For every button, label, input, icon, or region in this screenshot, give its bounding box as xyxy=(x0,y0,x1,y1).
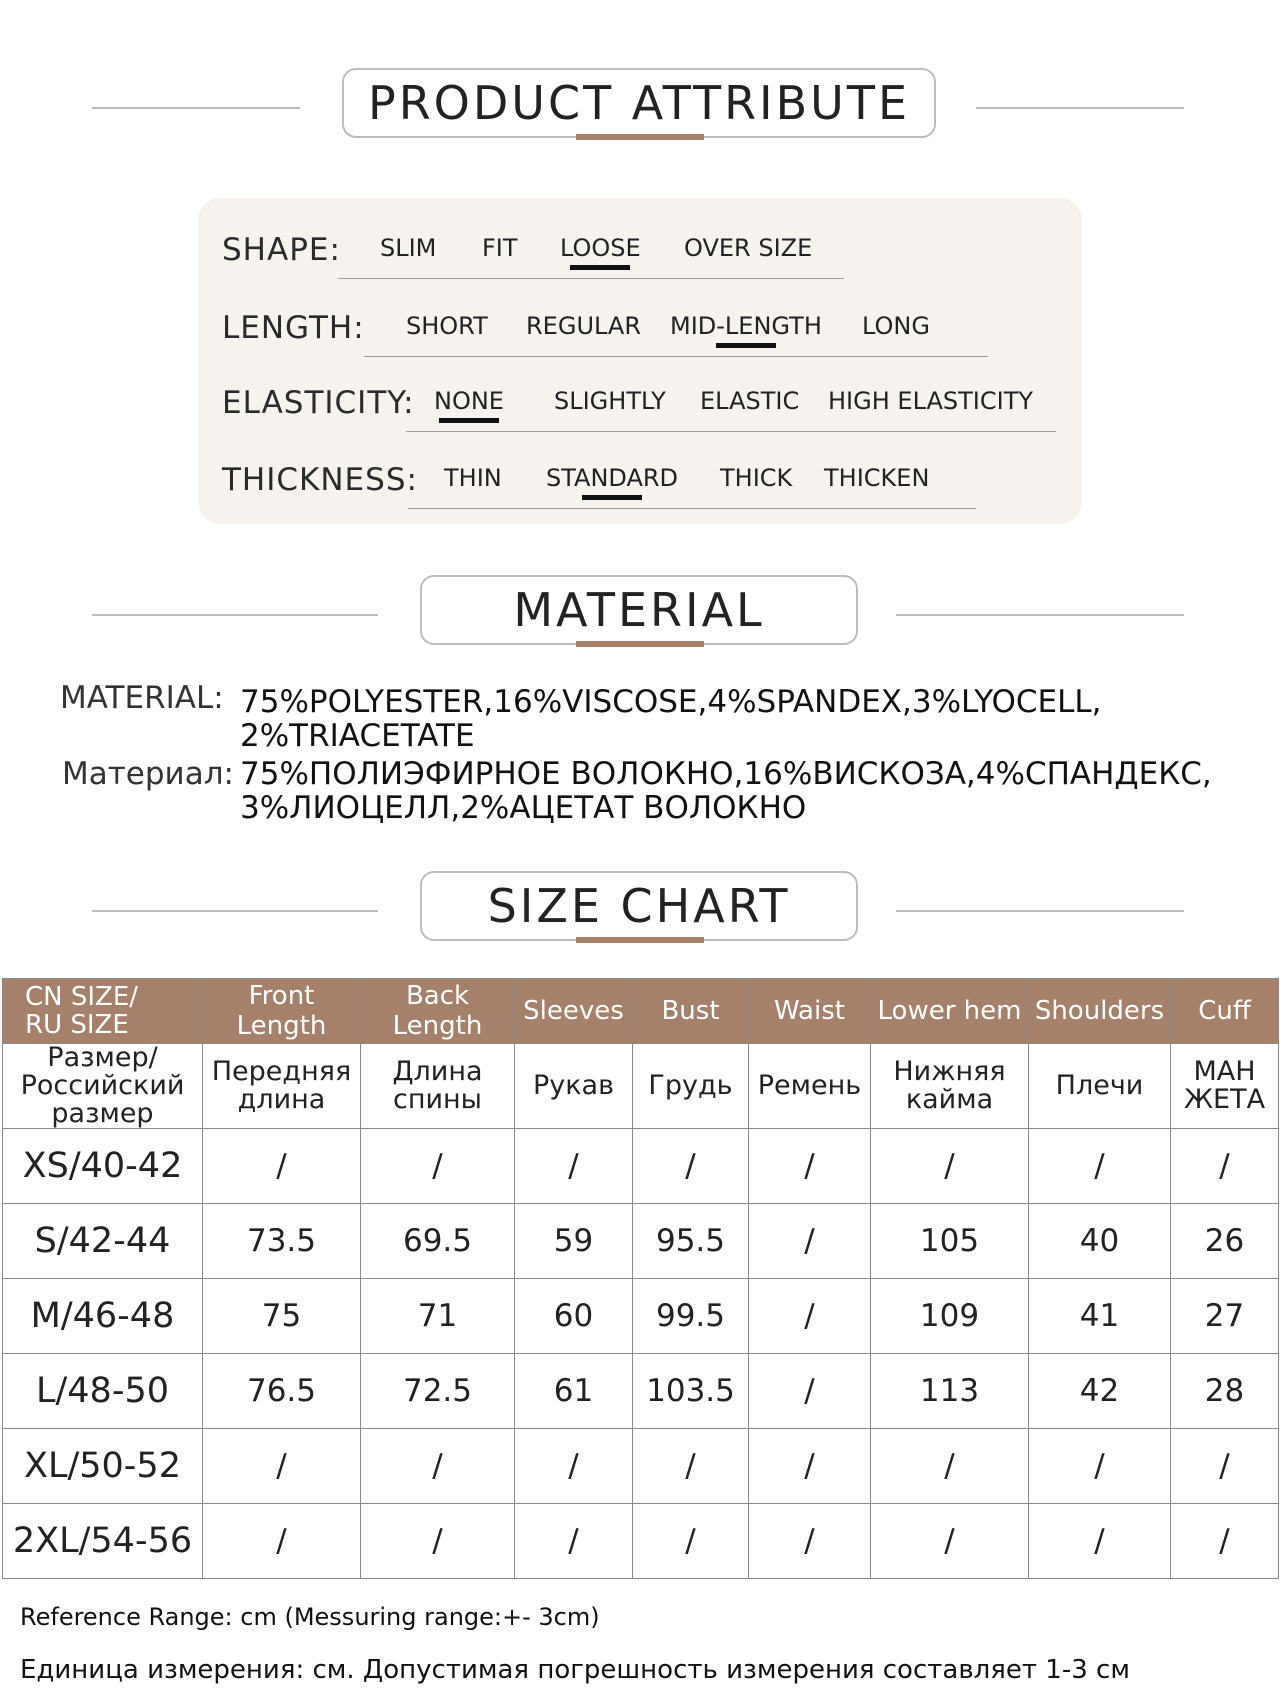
size-cell: L/48-50 xyxy=(3,1354,203,1429)
measure-cell: 59 xyxy=(515,1204,633,1279)
option-slightly: SLIGHTLY xyxy=(554,387,666,415)
header-cn-size-line1: CN SIZE/ xyxy=(25,982,139,1012)
measure-cell: 28 xyxy=(1171,1354,1279,1429)
attribute-panel xyxy=(198,198,1082,524)
material-header xyxy=(0,575,1280,655)
material-en-line: 75%POLYESTER,16%VISCOSE,4%SPANDEX,3%LYOCELL, xyxy=(240,684,1102,720)
option-none-selected: NONE xyxy=(434,387,504,415)
ru-header-cell: Длина спины xyxy=(361,1044,515,1129)
measure-cell: 42 xyxy=(1029,1354,1171,1429)
table-row xyxy=(3,1129,1279,1204)
measure-cell: 75 xyxy=(203,1279,361,1354)
material-en-label: MATERIAL: xyxy=(60,680,224,716)
measure-cell: / xyxy=(871,1429,1029,1504)
table-row xyxy=(3,1204,1279,1279)
size-cell: 2XL/54-56 xyxy=(3,1504,203,1579)
measure-cell: 113 xyxy=(871,1354,1029,1429)
title-accent xyxy=(576,641,704,647)
measure-cell: 99.5 xyxy=(633,1279,749,1354)
header-bust: Bust xyxy=(633,979,749,1044)
attribute-label: ELASTICITY: xyxy=(222,385,415,421)
measure-cell: / xyxy=(749,1129,871,1204)
measure-cell: 61 xyxy=(515,1354,633,1429)
measure-cell: 41 xyxy=(1029,1279,1171,1354)
attribute-underline xyxy=(364,356,988,357)
option-long: LONG xyxy=(862,312,930,340)
option-thicken: THICKEN xyxy=(824,464,930,492)
option-standard-selected: STANDARD xyxy=(546,464,679,492)
material-ru-label: Материал: xyxy=(62,756,234,792)
measure-cell: 27 xyxy=(1171,1279,1279,1354)
measure-cell: 71 xyxy=(361,1279,515,1354)
option-regular: REGULAR xyxy=(526,312,642,340)
option-thin: THIN xyxy=(444,464,502,492)
measure-cell: / xyxy=(871,1129,1029,1204)
ru-header-cell: Плечи xyxy=(1029,1044,1171,1129)
measure-cell: / xyxy=(749,1504,871,1579)
table-ru-header-row xyxy=(3,1044,1279,1129)
header-sleeves: Sleeves xyxy=(515,979,633,1044)
attribute-row-length xyxy=(198,296,1082,356)
title-accent xyxy=(576,134,704,140)
measure-cell: / xyxy=(871,1504,1029,1579)
attribute-label: SHAPE: xyxy=(222,232,341,268)
option-loose-selected: LOOSE xyxy=(560,234,641,262)
option-high-elasticity: HIGH ELASTICITY xyxy=(828,387,1034,415)
measure-cell: / xyxy=(1171,1504,1279,1579)
divider-line-left xyxy=(92,614,378,616)
size-cell: XS/40-42 xyxy=(3,1129,203,1204)
measure-cell: / xyxy=(633,1504,749,1579)
attribute-underline xyxy=(338,278,844,279)
measure-cell: 103.5 xyxy=(633,1354,749,1429)
section-title: PRODUCT ATTRIBUTE xyxy=(342,68,936,138)
measure-cell: / xyxy=(361,1429,515,1504)
title-accent xyxy=(576,937,704,943)
measure-cell: 73.5 xyxy=(203,1204,361,1279)
ru-header-cell: Ремень xyxy=(749,1044,871,1129)
measure-cell: 72.5 xyxy=(361,1354,515,1429)
measure-cell: 95.5 xyxy=(633,1204,749,1279)
measure-cell: / xyxy=(1029,1129,1171,1204)
header-front-length: Front Length xyxy=(203,979,361,1044)
header-back-length: Back Length xyxy=(361,979,515,1044)
header-cn-size-line2: RU SIZE xyxy=(25,1010,129,1040)
attribute-underline xyxy=(406,431,1056,432)
ru-header-cell: Передняя длина xyxy=(203,1044,361,1129)
header-shoulders: Shoulders xyxy=(1029,979,1171,1044)
measure-cell: / xyxy=(1029,1429,1171,1504)
section-title: SIZE CHART xyxy=(420,871,858,941)
ru-header-cell: Нижняя кайма xyxy=(871,1044,1029,1129)
material-en-line: 2%TRIACETATE xyxy=(240,718,475,754)
divider-line-right xyxy=(896,614,1184,616)
measure-cell: / xyxy=(515,1129,633,1204)
measure-cell: / xyxy=(1171,1129,1279,1204)
measure-cell: / xyxy=(203,1429,361,1504)
measure-cell: / xyxy=(749,1204,871,1279)
header-cn-size xyxy=(3,979,203,1044)
measure-cell: / xyxy=(749,1429,871,1504)
table-row xyxy=(3,1279,1279,1354)
attribute-row-thickness xyxy=(198,448,1082,508)
size-chart-header xyxy=(0,871,1280,951)
size-cell: S/42-44 xyxy=(3,1204,203,1279)
measure-cell: / xyxy=(361,1129,515,1204)
attribute-row-elasticity xyxy=(198,371,1082,431)
measure-cell: 40 xyxy=(1029,1204,1171,1279)
measure-cell: / xyxy=(749,1279,871,1354)
measure-cell: 105 xyxy=(871,1204,1029,1279)
option-short: SHORT xyxy=(406,312,488,340)
measure-cell: / xyxy=(361,1504,515,1579)
divider-line-right xyxy=(896,910,1184,912)
size-cell: XL/50-52 xyxy=(3,1429,203,1504)
option-fit: FIT xyxy=(482,234,518,262)
material-ru-line: 3%ЛИОЦЕЛЛ,2%АЦЕТАТ ВОЛОКНО xyxy=(240,790,807,826)
option-thick: THICK xyxy=(720,464,793,492)
table-row xyxy=(3,1429,1279,1504)
measure-cell: / xyxy=(749,1354,871,1429)
table-row xyxy=(3,1354,1279,1429)
option-slim: SLIM xyxy=(380,234,437,262)
size-chart-table xyxy=(2,978,1279,1579)
attribute-underline xyxy=(408,508,976,509)
size-cell: M/46-48 xyxy=(3,1279,203,1354)
attribute-label: LENGTH: xyxy=(222,310,365,346)
measure-cell: 76.5 xyxy=(203,1354,361,1429)
header-lower-hem: Lower hem xyxy=(871,979,1029,1044)
measure-cell: 69.5 xyxy=(361,1204,515,1279)
table-header-row xyxy=(3,979,1279,1044)
table-row xyxy=(3,1504,1279,1579)
option-mid-length-selected: MID-LENGTH xyxy=(670,312,822,340)
attribute-row-shape xyxy=(198,218,1082,278)
ru-header-size: Размер/ Российский размер xyxy=(3,1044,203,1129)
divider-line-left xyxy=(92,107,300,109)
ru-header-cell: Рукав xyxy=(515,1044,633,1129)
option-elastic: ELASTIC xyxy=(700,387,800,415)
measure-cell: / xyxy=(515,1504,633,1579)
measure-cell: 109 xyxy=(871,1279,1029,1354)
measure-cell: / xyxy=(515,1429,633,1504)
ru-header-cell: МАН ЖЕТА xyxy=(1171,1044,1279,1129)
header-cuff: Cuff xyxy=(1171,979,1279,1044)
measure-cell: / xyxy=(203,1504,361,1579)
measure-cell: / xyxy=(633,1129,749,1204)
header-waist: Waist xyxy=(749,979,871,1044)
ru-header-cell: Грудь xyxy=(633,1044,749,1129)
reference-note-en: Reference Range: cm (Messuring range:+- 3cm) xyxy=(20,1603,600,1631)
measure-cell: / xyxy=(1171,1429,1279,1504)
measure-cell: 26 xyxy=(1171,1204,1279,1279)
divider-line-right xyxy=(976,107,1184,109)
option-over-size: OVER SIZE xyxy=(684,234,813,262)
reference-note-ru: Единица измерения: см. Допустимая погрешность измерения составляет 1-3 см xyxy=(20,1655,1130,1685)
attribute-label: THICKNESS: xyxy=(222,462,418,498)
section-title: MATERIAL xyxy=(420,575,858,645)
divider-line-left xyxy=(92,910,378,912)
material-ru-line: 75%ПОЛИЭФИРНОЕ ВОЛОКНО,16%ВИСКОЗА,4%СПАНДЕКС, xyxy=(240,756,1212,792)
product-attribute-header xyxy=(0,68,1280,148)
measure-cell: / xyxy=(1029,1504,1171,1579)
measure-cell: / xyxy=(633,1429,749,1504)
measure-cell: / xyxy=(203,1129,361,1204)
measure-cell: 60 xyxy=(515,1279,633,1354)
